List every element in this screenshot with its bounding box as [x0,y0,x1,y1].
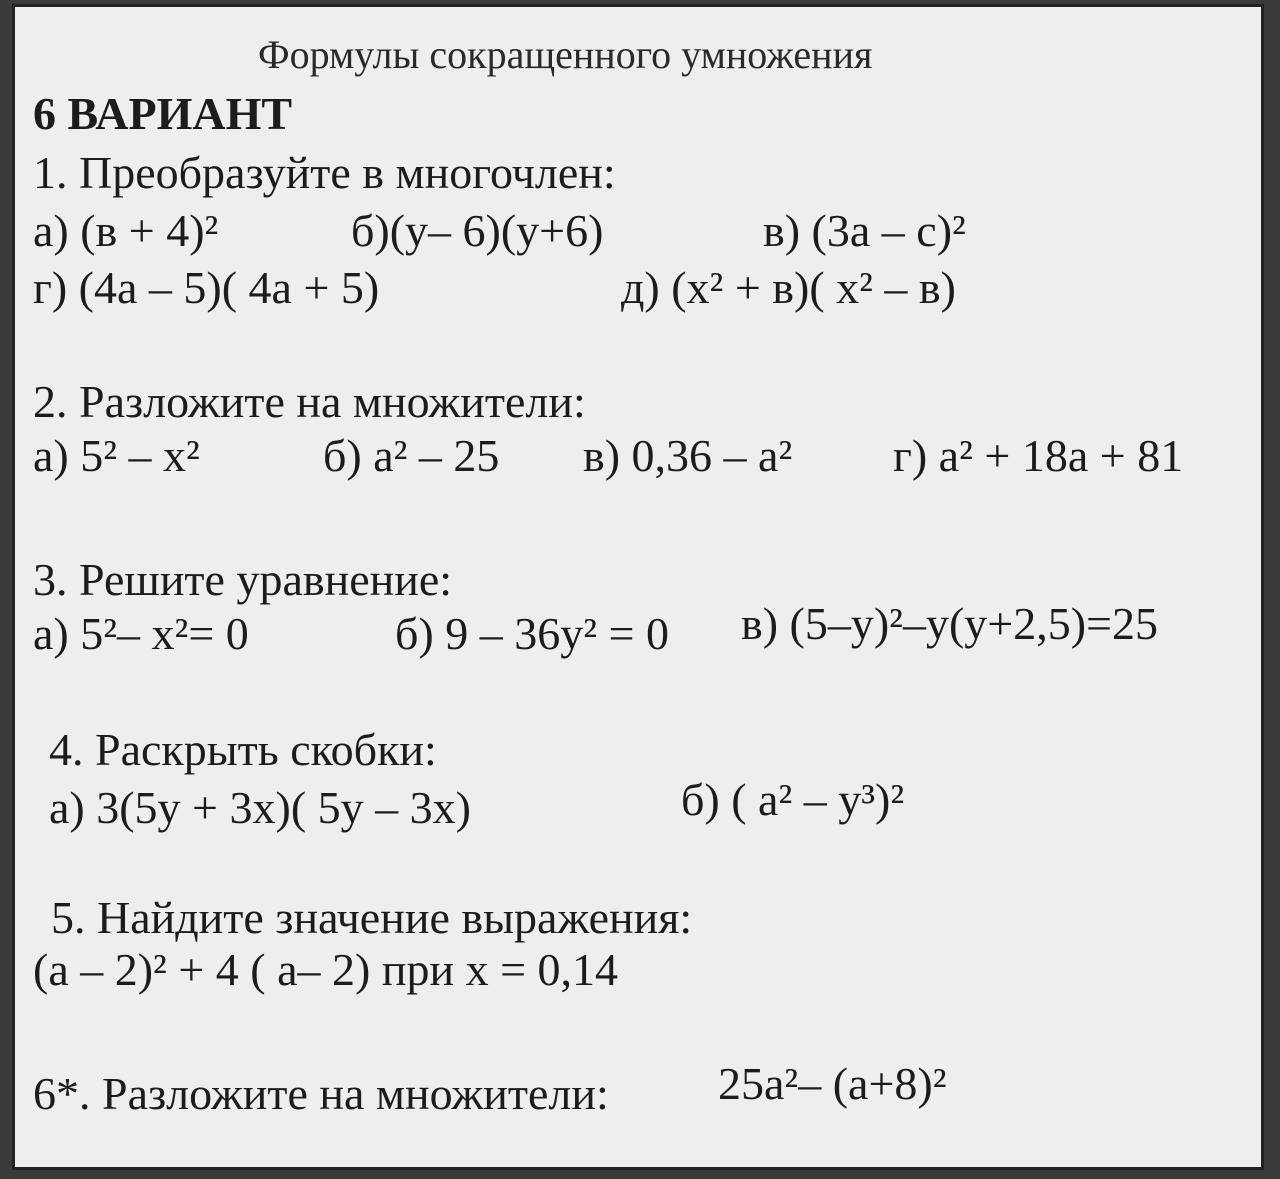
task6-heading: 6*. Разложите на множители: [33,1068,609,1119]
task2-heading: 2. Разложите на множители: [33,376,586,427]
task2-item-b: б) а² – 25 [323,430,500,481]
task2-item-v: в) 0,36 – а² [583,430,793,481]
task3-heading: 3. Решите уравнение: [33,554,453,605]
task1-item-v: в) (3а – с)² [763,205,966,256]
task3-item-a: а) 5²– х²= 0 [33,608,249,659]
task4-heading: 4. Раскрыть скобки: [49,724,437,775]
task2-item-g: г) а² + 18а + 81 [893,430,1184,481]
task6-expression: 25а²– (а+8)² [718,1058,947,1109]
task1-item-d: д) (х² + в)( х² – в) [621,262,956,313]
task1-item-g: г) (4а – 5)( 4а + 5) [33,262,380,313]
task5-expression: (а – 2)² + 4 ( а– 2) при х = 0,14 [33,944,619,995]
task5-heading: 5. Найдите значение выражения: [51,892,693,943]
task1-item-a: а) (в + 4)² [33,205,219,256]
task3-item-v: в) (5–у)²–у(у+2,5)=25 [741,598,1158,649]
task1-heading: 1. Преобразуйте в многочлен: [33,147,616,198]
task2-item-a: а) 5² – х² [33,430,200,481]
task4-item-b: б) ( а² – у³)² [681,774,905,825]
task1-item-b: б)(у– 6)(у+6) [351,205,604,256]
variant-label: 6 ВАРИАНТ [33,88,293,139]
worksheet-title: Формулы сокращенного умножения [258,32,873,77]
task4-item-a: а) 3(5у + 3х)( 5у – 3х) [49,782,471,833]
worksheet [12,4,1264,1170]
task3-item-b: б) 9 – 36у² = 0 [395,608,669,659]
